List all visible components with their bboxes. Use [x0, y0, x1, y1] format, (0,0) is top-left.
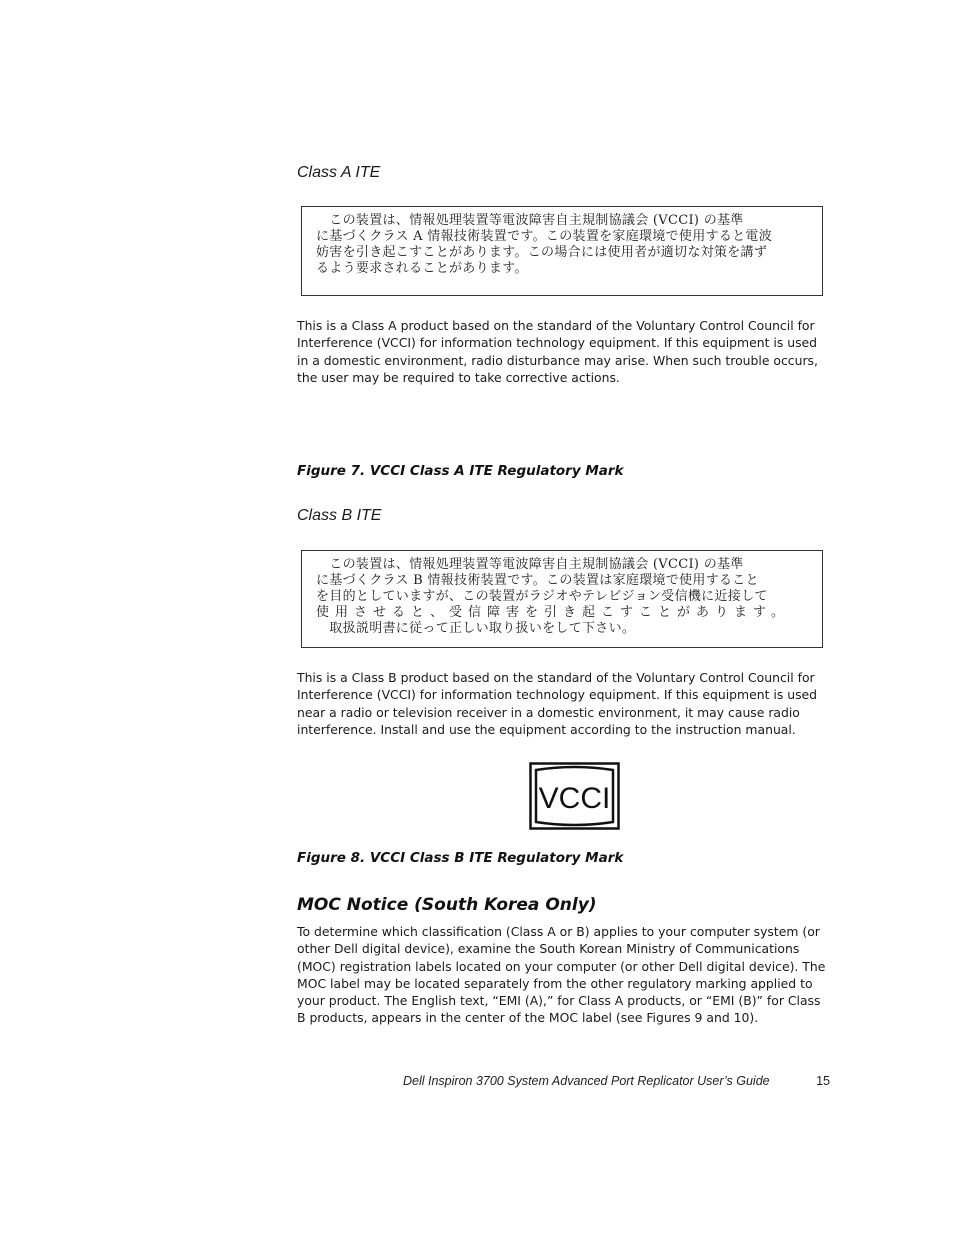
class-b-japanese-line: に基づくクラス B 情報技術装置です。この装置は家庭環境で使用すること: [316, 573, 759, 588]
class-b-japanese-line: 取扱説明書に従って正しい取り扱いをして下さい。: [316, 621, 636, 636]
class-b-heading: Class B ITE: [297, 507, 382, 524]
class-a-japanese-line: この装置は、情報処理装置等電波障害自主規制協議会 (VCCI) の基準: [316, 213, 744, 228]
vcci-mark-text: VCCI: [538, 782, 611, 815]
class-a-japanese-line: に基づくクラス A 情報技術装置です。この装置を家庭環境で使用すると電波: [316, 229, 773, 244]
figure-7-caption: Figure 7. VCCI Class A ITE Regulatory Mark: [297, 463, 624, 479]
page-number: 15: [816, 1074, 830, 1088]
figure-8-caption: Figure 8. VCCI Class B ITE Regulatory Mark: [297, 850, 624, 866]
footer-title: Dell Inspiron 3700 System Advanced Port Replicator User’s Guide: [403, 1074, 770, 1088]
moc-section-title: MOC Notice (South Korea Only): [297, 895, 597, 915]
class-b-japanese-line: を目的としていますが、この装置がラジオやテレビジョン受信機に近接して: [316, 589, 768, 604]
class-b-japanese-line: この装置は、情報処理装置等電波障害自主規制協議会 (VCCI) の基準: [316, 557, 744, 572]
class-a-japanese-line: るよう要求されることがあります。: [316, 261, 528, 276]
class-b-japanese-line: 使用させると、受信障害を引き起こすことがあります。: [316, 605, 790, 620]
class-a-japanese-line: 妨害を引き起こすことがあります。この場合には使用者が適切な対策を講ず: [316, 245, 768, 260]
class-a-heading: Class A ITE: [297, 164, 381, 181]
class-b-english-text: This is a Class B product based on the standard of the Voluntary Control Council for Interference (VCCI) for information technology equipment. If this equipment is used near a radio or television receiver in a domestic environment, it may cause radio interference. Install and use the equipment according to the instruction manual.: [297, 670, 818, 737]
vcci-regulatory-mark: [529, 762, 620, 830]
page-footer: [403, 1074, 830, 1088]
class-a-english-text: This is a Class A product based on the standard of the Voluntary Control Council for Interference (VCCI) for information technology equipment. If this equipment is used in a domestic environment, radio disturbance may arise. When such trouble occurs, the user may be required to take corrective actions.: [297, 318, 818, 385]
moc-text: To determine which classification (Class A or B) applies to your computer system (or other Dell digital device), examine the South Korean Ministry of Communications (MOC) registration labels located on your computer (or other Dell digital device). The MOC label may be located separately from the other regulatory marking applied to your product. The English text, “EMI (A),” for Class A products, or “EMI (B)” for Class B products, appears in the center of the MOC label (see Figures 9 and 10).: [297, 924, 826, 1026]
class-a-japanese-notice: [301, 206, 823, 296]
class-b-japanese-notice: [301, 550, 823, 648]
